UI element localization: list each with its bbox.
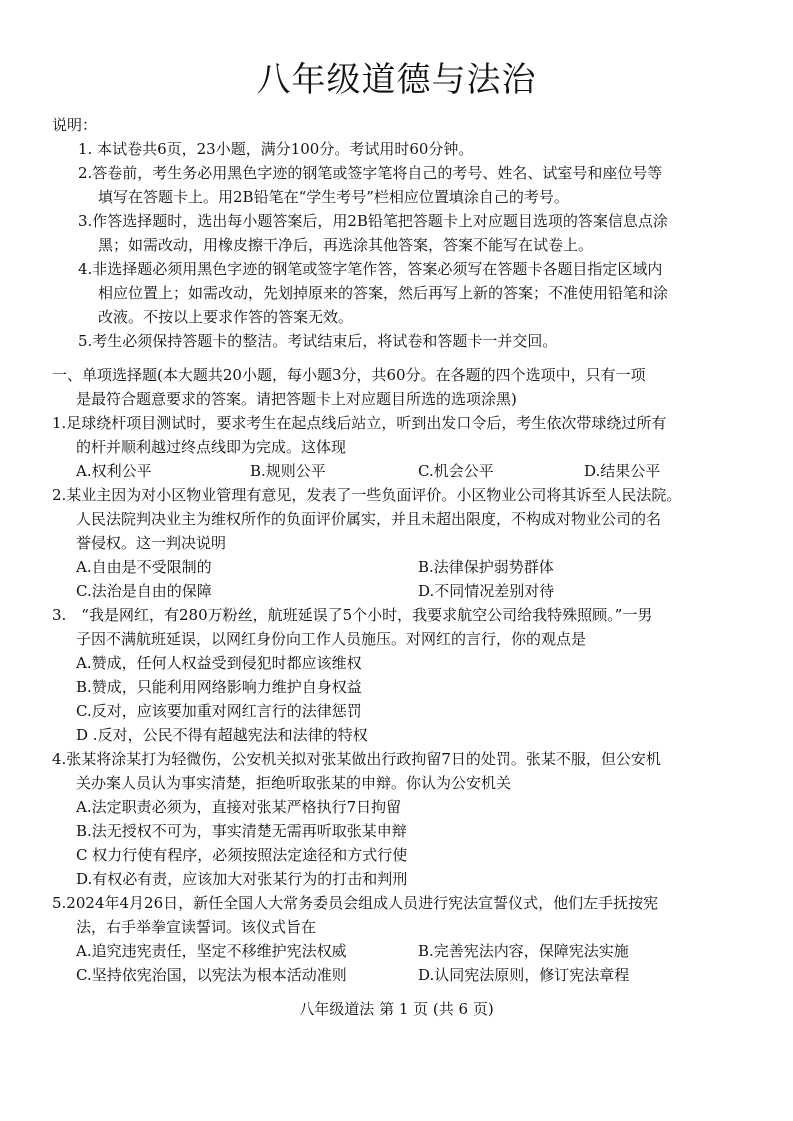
question-1-option-c: C.机会公平	[418, 462, 494, 480]
instruction-3-line-1: 3.作答选择题时，选出每小题答案后，用2B铅笔把答题卡上对应题目选项的答案信息点涂	[78, 212, 668, 230]
question-3-option-b: B.赞成，只能利用网络影响力维护自身权益	[76, 678, 362, 696]
question-2-stem-line-1: 2.某业主因为对小区物业管理有意见，发表了一些负面评价。小区物业公司将其诉至人民法院。	[52, 486, 682, 504]
page-title: 八年级道德与法治	[256, 60, 537, 100]
instructions-heading: 说明：	[52, 116, 98, 134]
question-4-option-b: B.法无授权不可为，事实清楚无需再听取张某申辩	[76, 822, 407, 840]
question-1-option-a: A.权利公平	[76, 462, 152, 480]
question-2-stem-line-3: 誉侵权。这一判决说明	[76, 534, 227, 552]
question-4-option-c: C 权力行使有程序，必须按照法定途径和方式行使	[76, 846, 408, 864]
instruction-4-line-2: 相应位置上；如需改动，先划掉原来的答案，然后再写上新的答案；不准使用铅笔和涂	[98, 284, 669, 302]
question-2-option-d: D.不同情况差别对待	[418, 582, 555, 600]
question-4-stem-line-2: 关办案人员认为事实清楚，拒绝听取张某的申辩。你认为公安机关	[76, 774, 512, 792]
question-3-stem-line-2: 子因不满航班延误，以网红身份向工作人员施压。对网红的言行，你的观点是	[76, 630, 587, 648]
instruction-2-line-2: 填写在答题卡上。用2B铅笔在“学生考号”栏相应位置填涂自己的考号。	[98, 188, 569, 206]
instruction-2-line-1: 2.答卷前，考生务必用黑色字迹的钢笔或签字笔将自己的考号、姓名、试室号和座位号等	[78, 164, 663, 182]
page-footer: 八年级道法 第 1 页 (共 6 页)	[299, 1000, 494, 1018]
question-3-stem-line-1: 3. “我是网红，有280万粉丝，航班延误了5个小时，我要求航空公司给我特殊照顾。”一男	[52, 606, 653, 624]
question-2-stem-line-2: 人民法院判决业主为维权所作的负面评价属实，并且未超出限度，不构成对物业公司的名	[76, 510, 662, 528]
section-heading-line-1: 一、单项选择题(本大题共20小题，每小题3分，共60分。在各题的四个选项中，只有一项	[52, 366, 646, 384]
instruction-4-line-1: 4.非选择题必须用黑色字迹的钢笔或签字笔作答，答案必须写在答题卡各题目指定区域内	[78, 260, 663, 278]
instruction-4-line-3: 改液。不按以上要求作答的答案无效。	[98, 308, 354, 326]
question-1-stem-line-1: 1.足球绕杆项目测试时，要求考生在起点线后站立，听到出发口令后，考生依次带球绕过所有	[52, 414, 667, 432]
question-5-option-b: B.完善宪法内容，保障宪法实施	[418, 942, 629, 960]
instruction-5: 5.考生必须保持答题卡的整洁。考试结束后，将试卷和答题卡一并交回。	[78, 332, 558, 350]
question-2-option-c: C.法治是自由的保障	[76, 582, 212, 600]
question-2-option-b: B.法律保护弱势群体	[418, 558, 554, 576]
question-4-option-a: A.法定职责必须为，直接对张某严格执行7日拘留	[76, 798, 402, 816]
question-5-option-c: C.坚持依宪治国，以宪法为根本活动准则	[76, 966, 347, 984]
instruction-3-line-2: 黑；如需改动，用橡皮擦干净后，再选涂其他答案，答案不能写在试卷上。	[98, 236, 594, 254]
instruction-1: 1. 本试卷共6页，23小题，满分100分。考试用时60分钟。	[78, 140, 474, 158]
question-5-option-a: A.追究违宪责任，坚定不移维护宪法权威	[76, 942, 347, 960]
question-1-option-d: D.结果公平	[584, 462, 661, 480]
section-heading-line-2: 是最符合题意要求的答案。请把答题卡上对应题目所选的选项涂黑)	[76, 390, 517, 408]
question-2-option-a: A.自由是不受限制的	[76, 558, 212, 576]
question-3-option-d: D .反对，公民不得有超越宪法和法律的特权	[76, 726, 368, 744]
question-4-stem-line-1: 4.张某将涂某打为轻微伤，公安机关拟对张某做出行政拘留7日的处罚。张某不服，但公安机	[52, 750, 661, 768]
question-5-option-d: D.认同宪法原则，修订宪法章程	[418, 966, 630, 984]
question-3-option-a: A.赞成，任何人权益受到侵犯时都应该维权	[76, 654, 362, 672]
question-3-option-c: C.反对，应该要加重对网红言行的法律惩罚	[76, 702, 362, 720]
question-5-stem-line-2: 法，右手举拳宣读誓词。该仪式旨在	[76, 918, 317, 936]
question-5-stem-line-1: 5.2024年4月26日，新任全国人大常务委员会组成人员进行宪法宣誓仪式，他们左手抚按宪	[52, 894, 659, 912]
question-1-stem-line-2: 的杆并顺利越过终点线即为完成。这体现	[76, 438, 347, 456]
question-1-option-b: B.规则公平	[250, 462, 326, 480]
question-4-option-d: D.有权必有责，应该加大对张某行为的打击和判刑	[76, 870, 408, 888]
